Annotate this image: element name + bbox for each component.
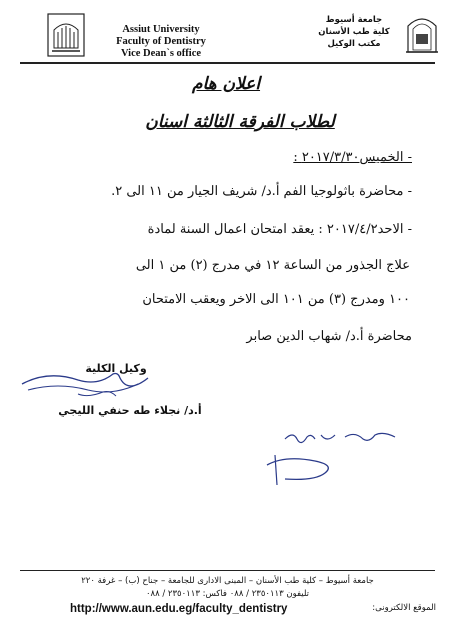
header-english (96, 24, 226, 60)
body-line-2: - محاضرة باثولوجيا الفم أ.د/ شريف الجيار من ١١ الى ٢. (111, 184, 412, 199)
body-line-3: - الاحد٢٠١٧/٤/٢ : يعقد امتحان اعمال السنة لمادة (147, 222, 412, 237)
university-name-ar: جامعة أسيوط (325, 15, 383, 25)
faculty-name-ar: كلية طب الأسنان (318, 27, 390, 37)
footer-divider (20, 570, 435, 571)
university-name-en: Assiut University (122, 24, 200, 35)
header-divider (20, 62, 435, 64)
footer-site-label: الموقع الالكترونى: (372, 603, 436, 613)
header-arabic (304, 14, 404, 50)
university-logo-icon (46, 12, 86, 58)
footer-address: جامعة أسيوط – كلية طب الأسنان – المبنى الادارى للجامعة – جناح (ب) – غرفة ٢٢٠ (81, 576, 374, 586)
footer-website-link[interactable]: http://www.aun.edu.eg/faculty_dentistry (70, 603, 288, 615)
footer-phones: تليفون ٢٣٥٠١١٣ / ٠٨٨ فاكس: ٢٣٥٠١١٣ / ٠٨٨ (145, 589, 310, 599)
signature-name: أ.د/ نجلاء طه حنفي الليجي (58, 404, 202, 417)
signature-title: وكيل الكلية (85, 362, 147, 375)
body-line-6: محاضرة أ.د/ شهاب الدين صابر (246, 329, 412, 344)
body-line-4: علاج الجذور من الساعة ١٢ في مدرج (٢) من ١ الى (135, 258, 410, 273)
audience-title: لطلاب الفرقة الثالثة اسنان (145, 112, 335, 132)
office-name-en: Vice Dean`s office (120, 48, 202, 59)
body-line-1: - الخميس٢٠١٧/٣/٣٠ : (293, 150, 412, 165)
body-line-5: ١٠٠ ومدرج (٣) من ١٠١ الى الاخر ويعقب الامتحان (142, 292, 410, 307)
faculty-name-en: Faculty of Dentistry (116, 36, 206, 47)
office-name-ar: مكتب الوكيل (327, 39, 381, 49)
announcement-title: اعلان هام (191, 74, 261, 94)
handwritten-note-icon (245, 425, 405, 495)
faculty-logo-icon (404, 12, 440, 54)
